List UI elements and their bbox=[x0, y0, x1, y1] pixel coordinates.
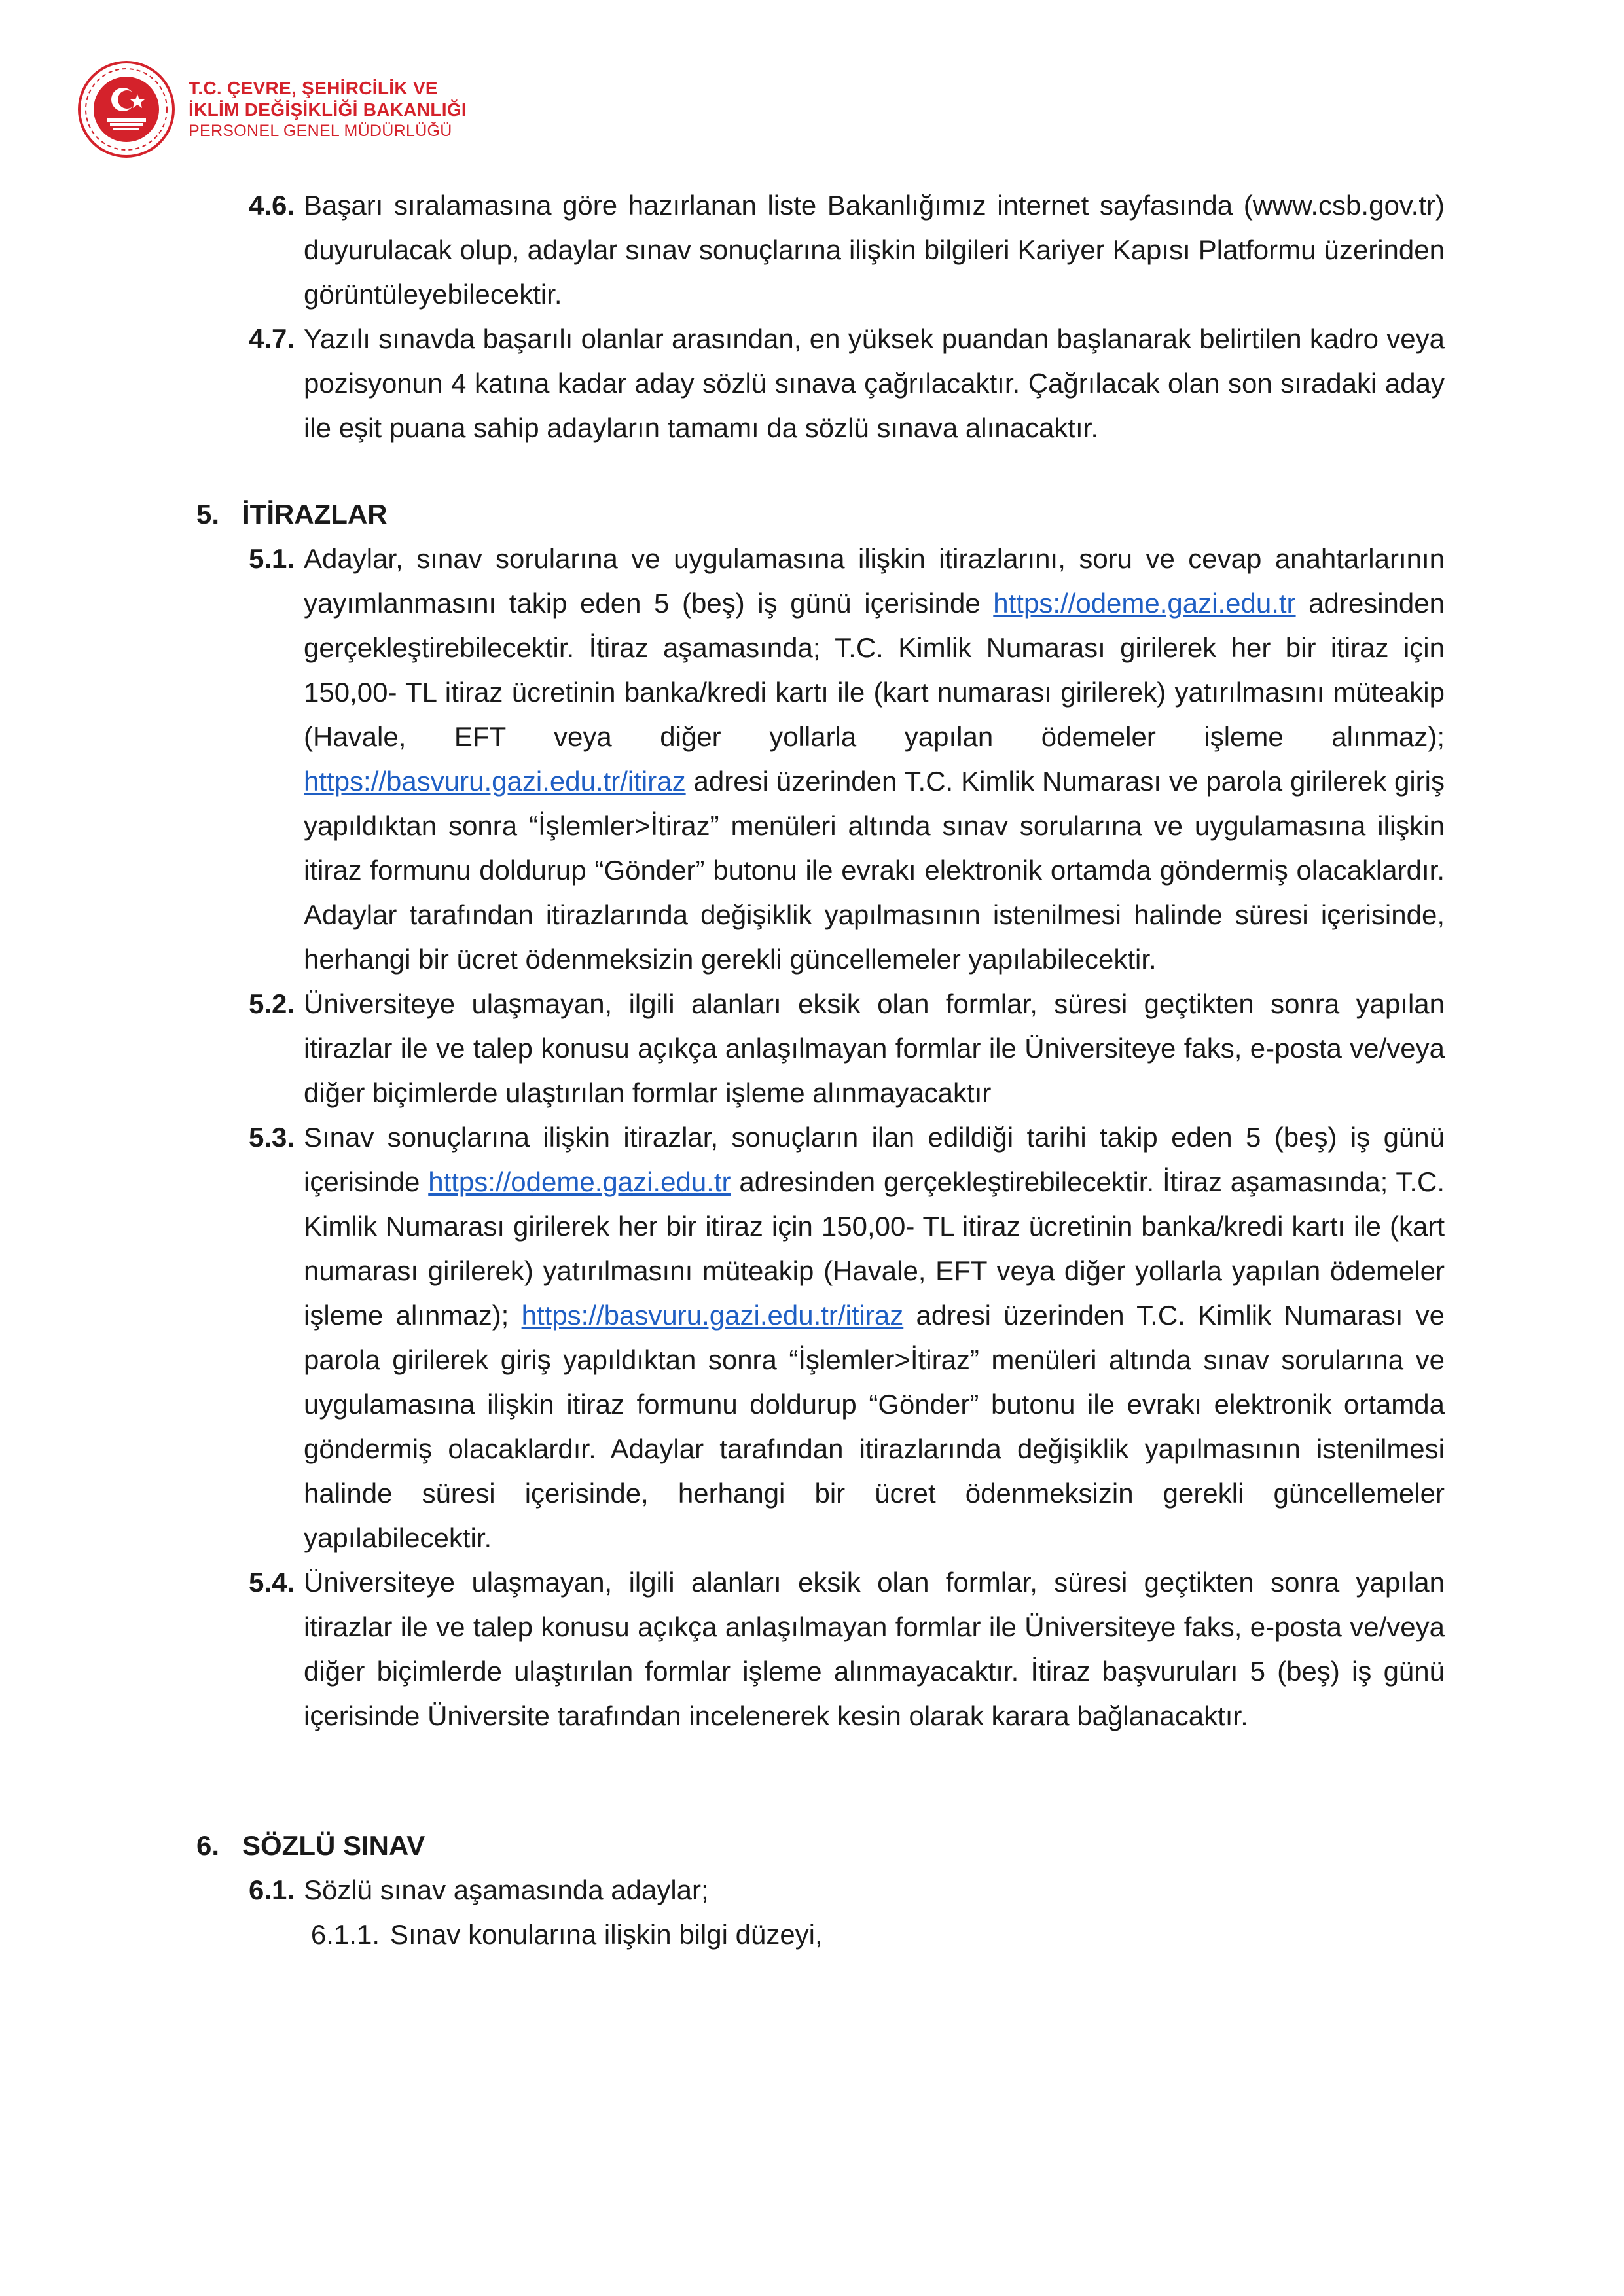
clause-number: 5.3. bbox=[248, 1122, 295, 1153]
clause-text: adresi üzerinden T.C. Kimlik Numarası ve parola girilerek giriş yapıldıktan sonra “İşlemler>İtiraz” menüleri altında sınav sorularına ve uygulamasına ilişkin itiraz formunu doldurup “Gönder” butonu ile evrakı elektronik ortamda göndermiş olacaklardır. Adaylar tarafından itirazlarında değişiklik yapılmasının istenilmesi halinde süresi içerisinde, herhangi bir ücret ödenmeksizin gerekli güncellemeler yapılabilecektir. bbox=[304, 766, 1445, 975]
section-title: İTİRAZLAR bbox=[242, 499, 388, 529]
clause-number: 4.6. bbox=[248, 190, 295, 221]
clause-5-4 bbox=[0, 1560, 1445, 1738]
org-department: PERSONEL GENEL MÜDÜRLÜĞÜ bbox=[189, 121, 452, 140]
payment-link[interactable]: https://odeme.gazi.edu.tr bbox=[428, 1166, 731, 1197]
document-header bbox=[77, 60, 467, 158]
clause-text: adresi üzerinden T.C. Kimlik Numarası ve parola girilerek giriş yapıldıktan sonra “İşlemler>İtiraz” menüleri altında sınav sorularına ve uygulamasına ilişkin itiraz formunu doldurup “Gönder” butonu ile evrakı elektronik ortamda göndermiş olacaklardır. Adaylar tarafından itirazlarında değişiklik yapılmasının istenilmesi halinde süresi içerisinde, herhangi bir ücret ödenmeksizin gerekli güncellemeler yapılabilecektir. bbox=[304, 1300, 1445, 1553]
objection-link[interactable]: https://basvuru.gazi.edu.tr/itiraz bbox=[521, 1300, 904, 1331]
section-number: 6. bbox=[196, 1830, 220, 1861]
clause-4-6 bbox=[0, 183, 1445, 317]
org-name-line1: T.C. ÇEVRE, ŞEHİRCİLİK VE bbox=[189, 77, 438, 98]
clause-text: adresinden gerçekleştirebilecektir. İtiraz aşamasında; T.C. Kimlik Numarası girilerek her bir itiraz için 150,00- TL itiraz ücretinin banka/kredi kartı ile (kart numarası girilerek) yatırılmasını müteakip (Havale, EFT veya diğer yollarla yapılan ödemeler işleme alınmaz); bbox=[304, 1166, 1445, 1331]
payment-link[interactable]: https://odeme.gazi.edu.tr bbox=[993, 588, 1296, 619]
objection-link[interactable]: https://basvuru.gazi.edu.tr/itiraz bbox=[304, 766, 686, 797]
section-6-heading bbox=[0, 1823, 1624, 1868]
clause-text: Sınav konularına ilişkin bilgi düzeyi, bbox=[390, 1919, 823, 1950]
clause-text: Adaylar, sınav sorularına ve uygulamasına ilişkin itirazlarını, soru ve cevap anahtarlarının yayımlanmasını takip eden 5 (beş) iş günü içerisinde bbox=[304, 543, 1445, 619]
clause-5-1 bbox=[0, 537, 1445, 982]
clause-number: 4.7. bbox=[248, 323, 295, 354]
clause-4-7 bbox=[0, 317, 1445, 450]
clause-number: 5.4. bbox=[248, 1567, 295, 1598]
clause-5-3 bbox=[0, 1115, 1445, 1560]
section-5-heading bbox=[0, 492, 1624, 537]
clause-text: Yazılı sınavda başarılı olanlar arasından, en yüksek puandan başlanarak belirtilen kadro veya pozisyonun 4 katına kadar aday sözlü sınava çağrılacaktır. Çağrılacak olan son sıradaki aday ile eşit puana sahip adayların tamamı da sözlü sınava alınacaktır. bbox=[304, 323, 1445, 443]
clause-number: 6.1.1. bbox=[310, 1919, 380, 1950]
clause-5-2 bbox=[0, 982, 1445, 1115]
section-title: SÖZLÜ SINAV bbox=[242, 1830, 425, 1861]
clause-text: Sınav sonuçlarına ilişkin itirazlar, sonuçların ilan edildiği tarihi takip eden 5 (beş) iş günü içerisinde bbox=[304, 1122, 1445, 1197]
ministry-logo-icon bbox=[77, 60, 175, 158]
section-number: 5. bbox=[196, 499, 220, 529]
clause-number: 5.1. bbox=[248, 543, 295, 574]
clause-6-1 bbox=[0, 1868, 1445, 1912]
clause-number: 5.2. bbox=[248, 988, 295, 1019]
clause-text: Sözlü sınav aşamasında adaylar; bbox=[304, 1874, 709, 1905]
document-body bbox=[0, 183, 1624, 1957]
clause-text: Üniversiteye ulaşmayan, ilgili alanları eksik olan formlar, süresi geçtikten sonra yapılan itirazlar ile ve talep konusu açıkça anlaşılmayan formlar ile Üniversiteye faks, e-posta ve/veya diğer biçimlerde ulaştırılan formlar işleme alınmayacaktır. İtiraz başvuruları 5 (beş) iş günü içerisinde Üniversite tarafından incelenerek kesin olarak karara bağlanacaktır. bbox=[304, 1567, 1445, 1731]
clause-6-1-1 bbox=[0, 1912, 1445, 1957]
clause-text: Başarı sıralamasına göre hazırlanan liste Bakanlığımız internet sayfasında (www.csb.gov.tr) duyurulacak olup, adaylar sınav sonuçlarına ilişkin bilgileri Kariyer Kapısı Platformu üzerinden görüntüleyebilecektir. bbox=[304, 190, 1445, 310]
org-name-line2: İKLİM DEĞİŞİKLİĞİ BAKANLIĞI bbox=[189, 99, 467, 120]
clause-text: adresinden gerçekleştirebilecektir. İtiraz aşamasında; T.C. Kimlik Numarası girilerek her bir itiraz için 150,00- TL itiraz ücretinin banka/kredi kartı ile (kart numarası girilerek) yatırılmasını müteakip (Havale, EFT veya diğer yollarla yapılan ödemeler işleme alınmaz); bbox=[304, 588, 1445, 752]
clause-number: 6.1. bbox=[248, 1874, 295, 1905]
clause-text: Üniversiteye ulaşmayan, ilgili alanları eksik olan formlar, süresi geçtikten sonra yapılan itirazlar ile ve talep konusu açıkça anlaşılmayan formlar ile Üniversiteye faks, e-posta ve/veya diğer biçimlerde ulaştırılan formlar işleme alınmayacaktır bbox=[304, 988, 1445, 1108]
